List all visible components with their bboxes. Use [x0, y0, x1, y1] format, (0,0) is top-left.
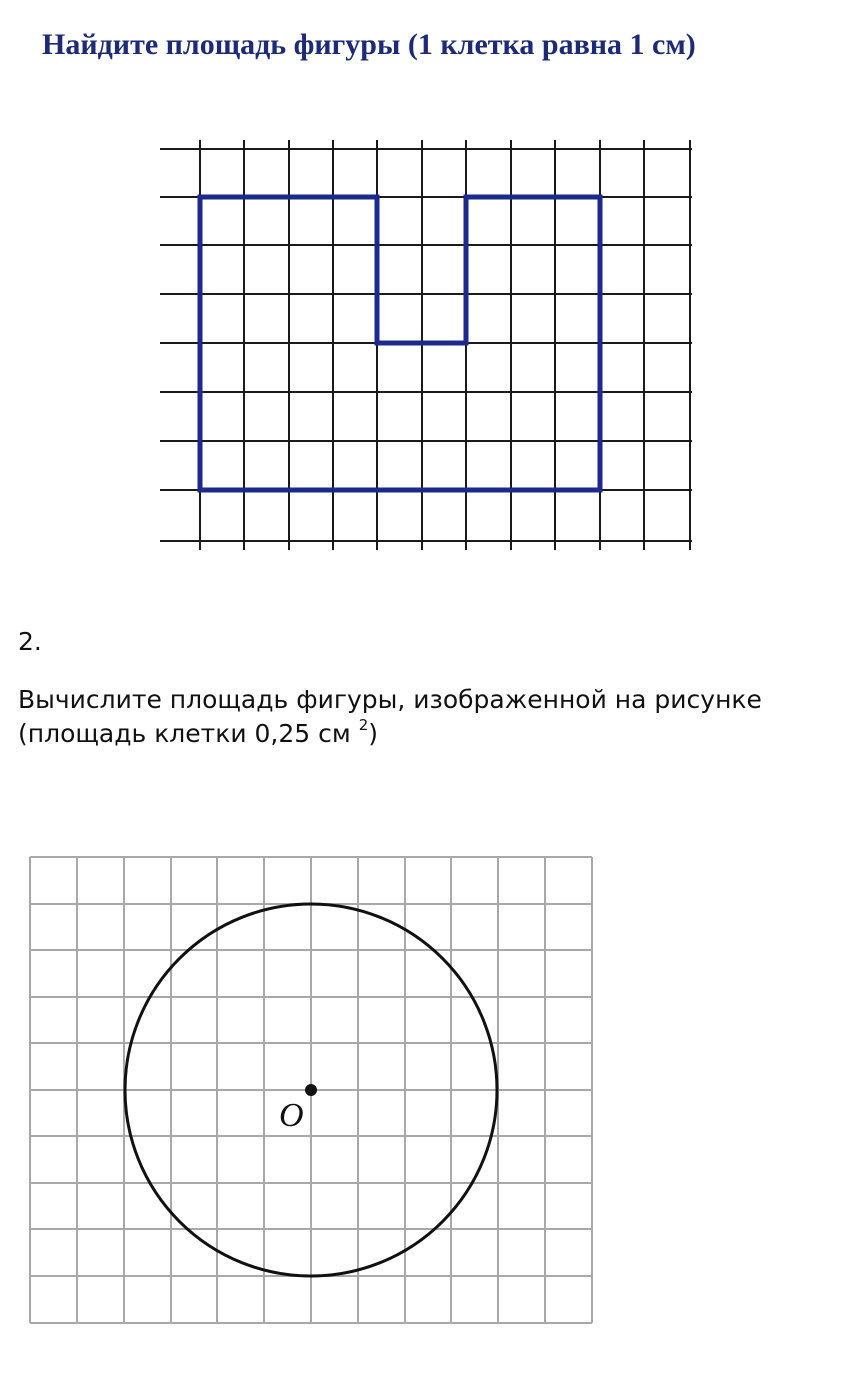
- task2-center-point: [305, 1084, 317, 1096]
- task2-center-label: O: [279, 1097, 304, 1134]
- task1-title: Найдите площадь фигуры (1 клетка равна 1 см): [42, 28, 696, 61]
- task1-grid-figure: [155, 135, 695, 555]
- task2-text-line2-before: (площадь клетки 0,25 см: [18, 719, 359, 748]
- task2-text-line1: Вычислите площадь фигуры, изображенной на рисунке: [18, 685, 762, 714]
- task2-number: 2.: [18, 627, 42, 656]
- task2-text-line2-after: ): [368, 719, 378, 748]
- task2-grid-figure: [28, 855, 600, 1329]
- task2-text-line2: [18, 717, 848, 751]
- task2-exponent: 2: [358, 715, 369, 734]
- task2-text: [18, 683, 848, 751]
